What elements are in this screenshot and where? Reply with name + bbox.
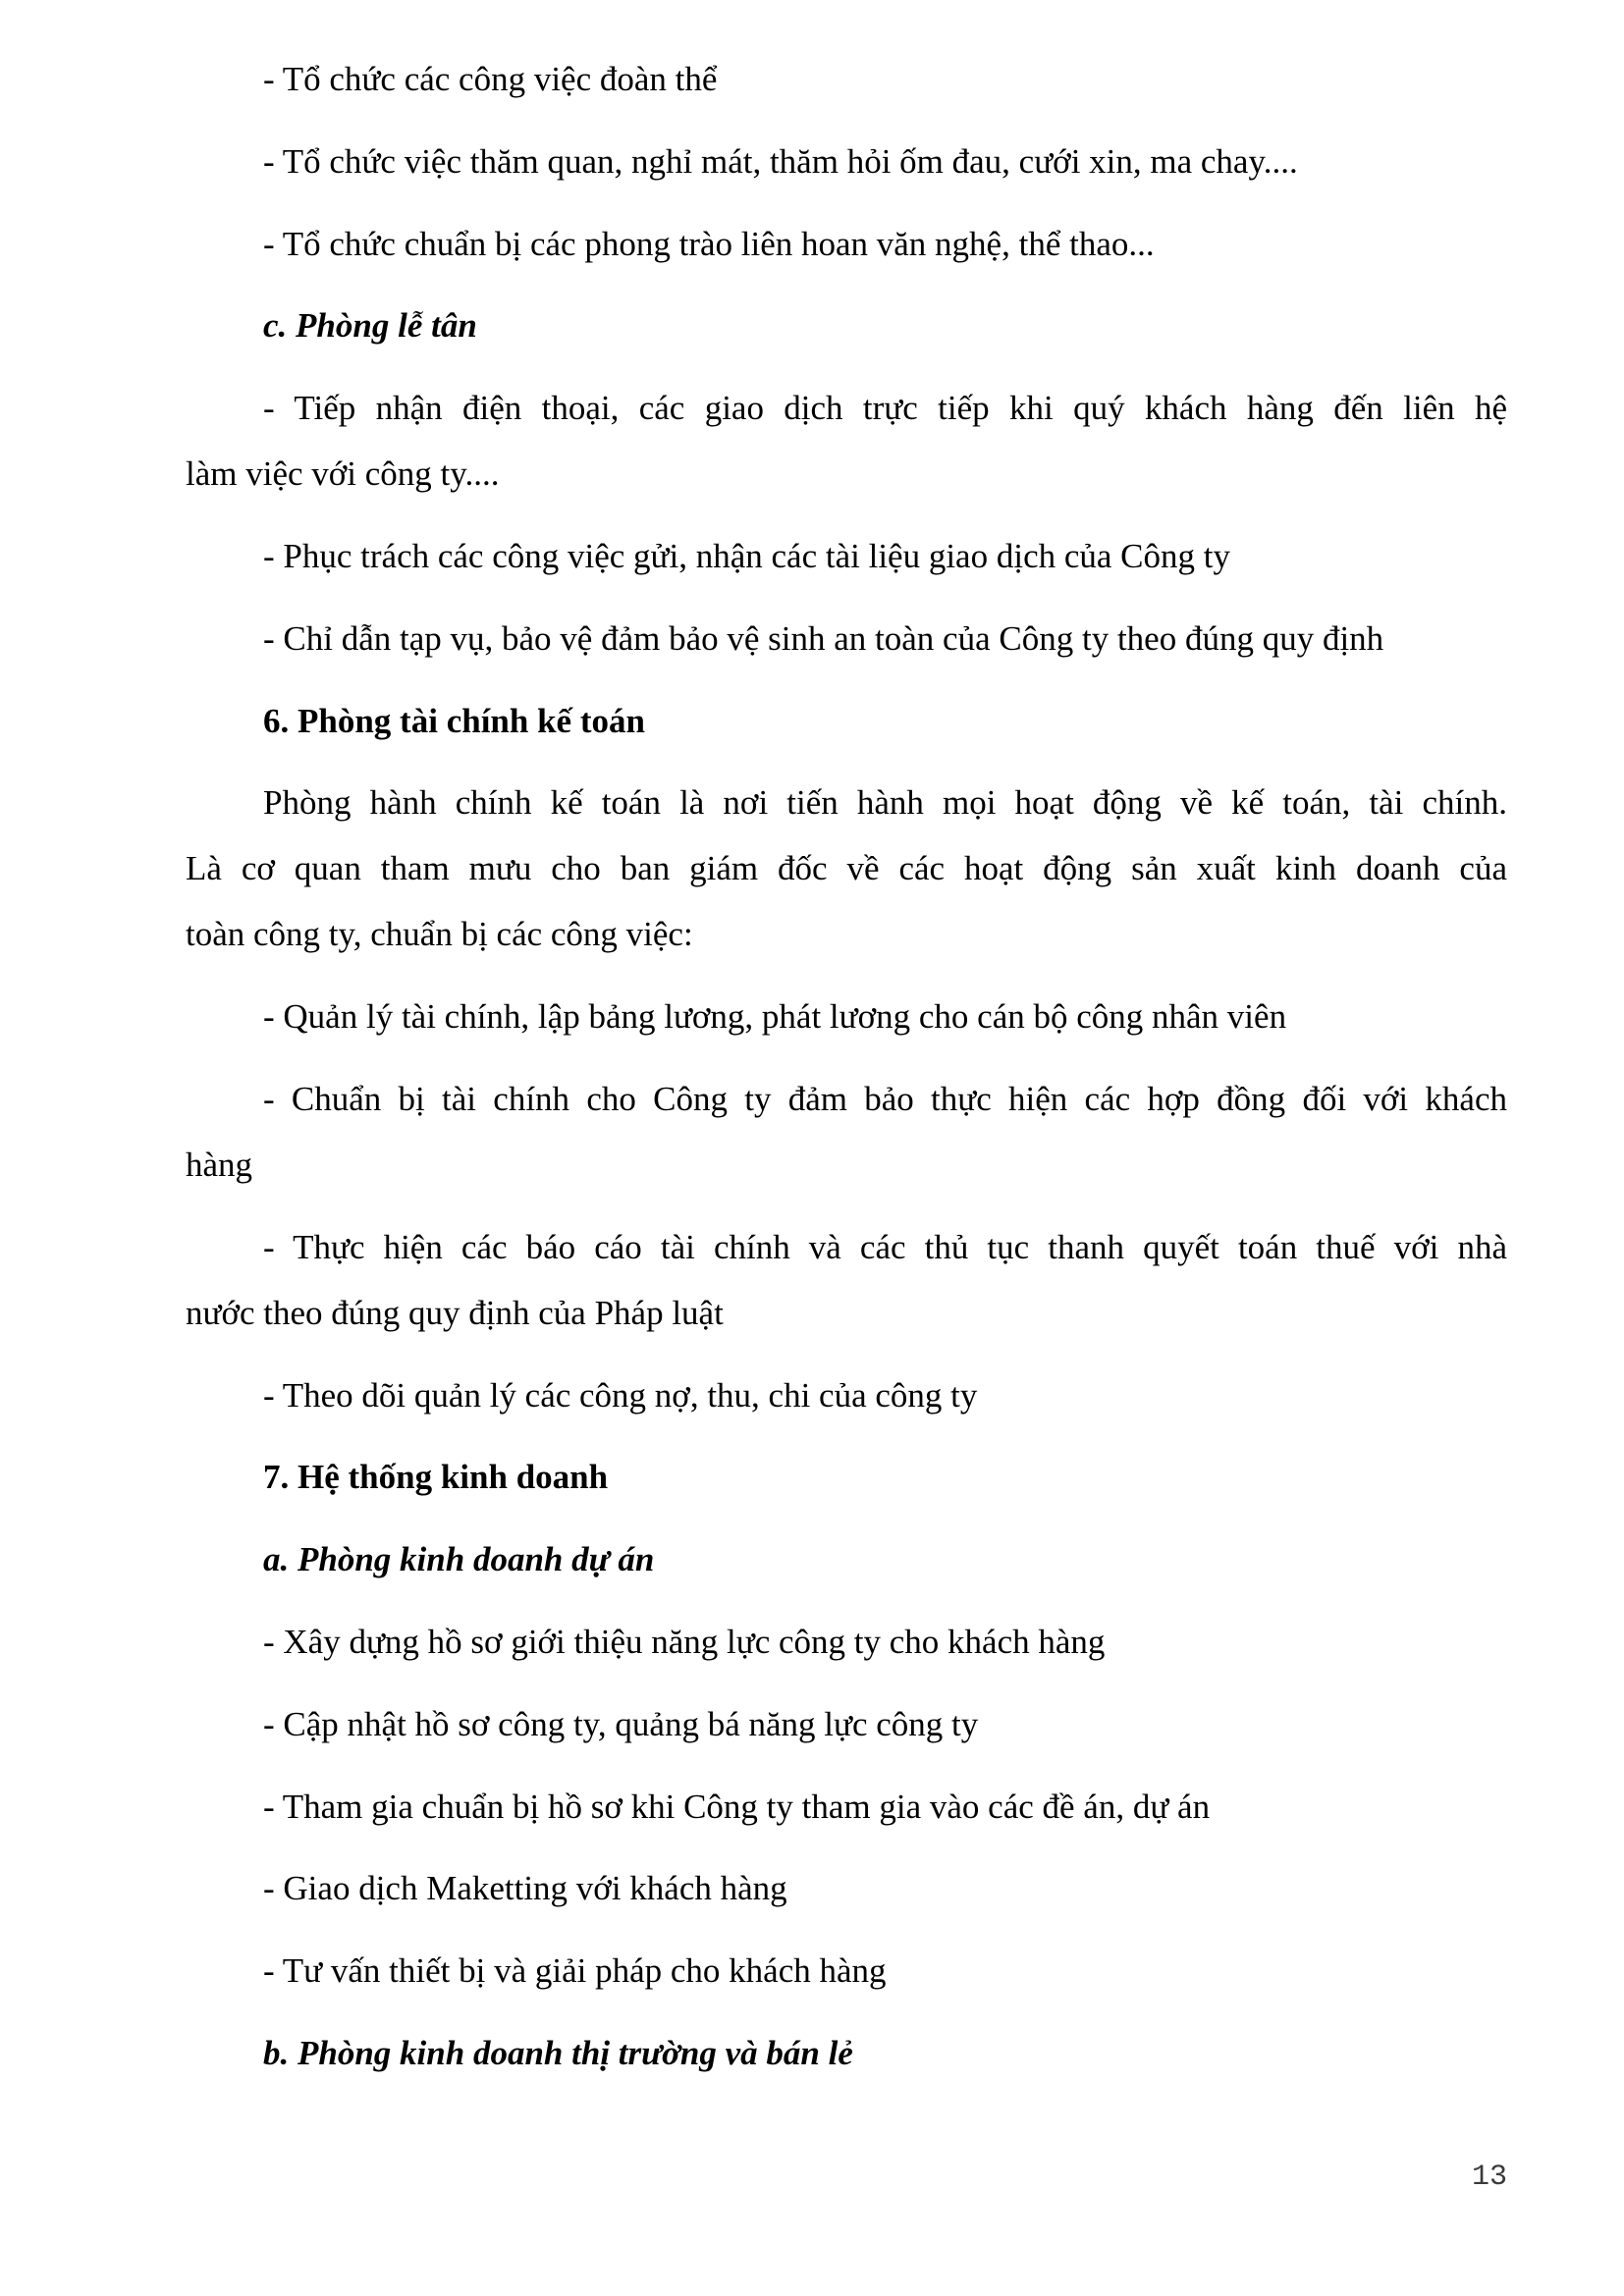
text-line: hàng [186, 1145, 253, 1184]
text-line: 7. Hệ thống kinh doanh [263, 1458, 609, 1497]
text-line: - Phục trách các công việc gửi, nhận các tài liệu giao dịch của Công ty [263, 536, 1230, 575]
text-line: - Cập nhật hồ sơ công ty, quảng bá năng lực công ty [263, 1704, 979, 1743]
list-item [186, 1362, 1507, 1428]
list-item [186, 46, 1507, 112]
text-line: - Quản lý tài chính, lập bảng lương, phát lương cho cán bộ công nhân viên [263, 997, 1287, 1037]
text-line: - Tư vấn thiết bị và giải pháp cho khách hàng [263, 1951, 887, 1991]
list-item [186, 1609, 1507, 1675]
list-item [186, 211, 1507, 277]
text-line: Phòng hành chính kế toán là nơi tiến hành mọi hoạt động về kế toán, tài chính. [263, 783, 1507, 823]
list-item [186, 1214, 1507, 1346]
section-heading [186, 1444, 1507, 1510]
section-heading [186, 688, 1507, 754]
text-line: - Xây dựng hồ sơ giới thiệu năng lực công ty cho khách hàng [263, 1622, 1106, 1661]
list-item [186, 523, 1507, 589]
list-item [186, 1066, 1507, 1198]
text-line: - Tham gia chuẩn bị hồ sơ khi Công ty tham gia vào các đề án, dự án [263, 1787, 1211, 1826]
list-item [186, 984, 1507, 1049]
text-line: 6. Phòng tài chính kế toán [263, 701, 645, 740]
text-line: - Chỉ dẫn tạp vụ, bảo vệ đảm bảo vệ sinh an toàn của Công ty theo đúng quy định [263, 618, 1384, 658]
text-line: toàn công ty, chuẩn bị các công việc: [186, 915, 693, 954]
list-item [186, 606, 1507, 671]
list-item [186, 129, 1507, 194]
text-line: làm việc với công ty.... [186, 454, 500, 494]
text-line: - Theo dõi quản lý các công nợ, thu, chi của công ty [263, 1375, 978, 1415]
list-item [186, 1938, 1507, 2003]
text-line: c. Phòng lễ tân [263, 306, 477, 346]
text-line: Là cơ quan tham mưu cho ban giám đốc về các hoạt động sản xuất kinh doanh của [186, 849, 1507, 888]
document-body [186, 46, 1507, 2103]
text-line: - Tổ chức việc thăm quan, nghỉ mát, thăm hỏi ốm đau, cưới xin, ma chay.... [263, 141, 1298, 181]
subsection-heading [186, 2020, 1507, 2086]
text-line: - Tiếp nhận điện thoại, các giao dịch trực tiếp khi quý khách hàng đến liên hệ [263, 389, 1507, 428]
list-item [186, 1855, 1507, 1921]
text-line: a. Phòng kinh doanh dự án [263, 1540, 655, 1579]
body-paragraph [186, 770, 1507, 967]
list-item [186, 1774, 1507, 1840]
text-line: - Giao dịch Maketting với khách hàng [263, 1869, 787, 1908]
text-line: nước theo đúng quy định của Pháp luật [186, 1293, 724, 1332]
text-line: - Tổ chức các công việc đoàn thể [263, 60, 718, 98]
page-number: 13 [1471, 2161, 1507, 2194]
list-item [186, 375, 1507, 507]
subsection-heading [186, 293, 1507, 358]
text-line: - Tổ chức chuẩn bị các phong trào liên hoan văn nghệ, thể thao... [263, 224, 1155, 263]
subsection-heading [186, 1526, 1507, 1592]
text-line: - Chuẩn bị tài chính cho Công ty đảm bảo thực hiện các hợp đồng đối với khách [263, 1079, 1507, 1118]
text-line: b. Phòng kinh doanh thị trường và bán lẻ [263, 2033, 853, 2072]
text-line: - Thực hiện các báo cáo tài chính và các thủ tục thanh quyết toán thuế với nhà [263, 1227, 1507, 1266]
list-item [186, 1691, 1507, 1757]
